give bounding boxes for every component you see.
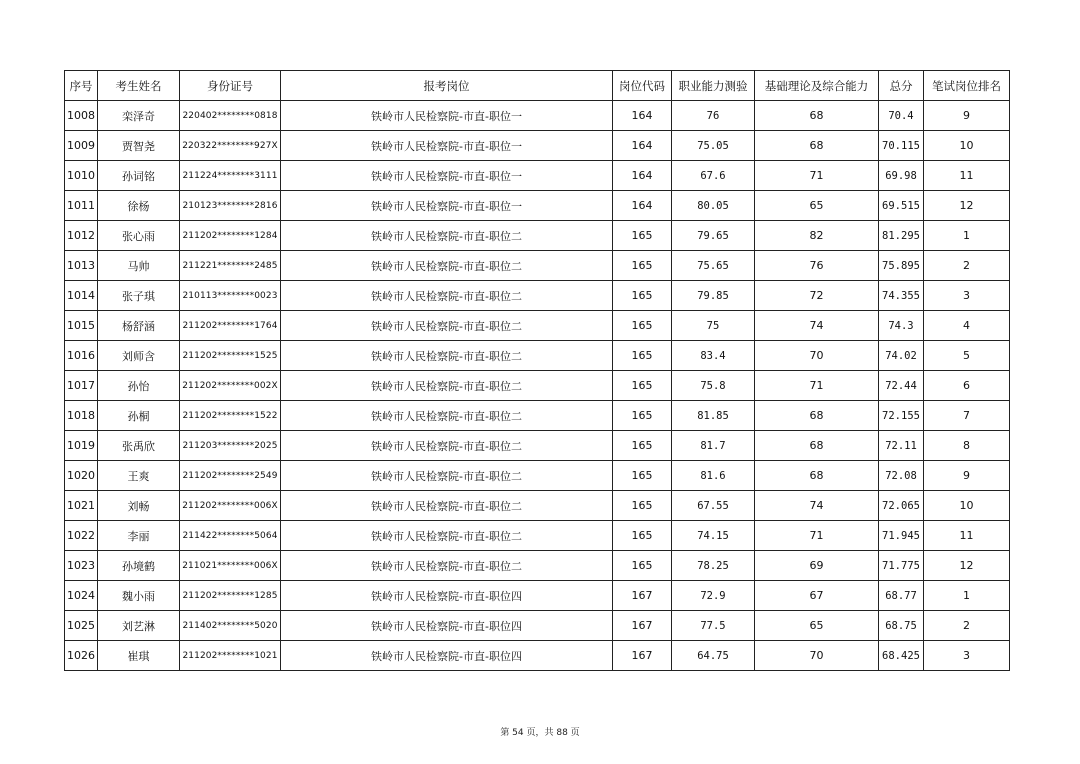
cell-name: 张子琪 xyxy=(98,281,180,311)
cell-test: 67.6 xyxy=(672,161,755,191)
cell-post: 铁岭市人民检察院-市直-职位二 xyxy=(281,371,613,401)
cell-code: 167 xyxy=(613,641,672,671)
cell-rank: 11 xyxy=(924,521,1010,551)
cell-post: 铁岭市人民检察院-市直-职位二 xyxy=(281,281,613,311)
cell-seq: 1016 xyxy=(65,341,98,371)
cell-name: 李丽 xyxy=(98,521,180,551)
cell-name: 刘师含 xyxy=(98,341,180,371)
cell-code: 165 xyxy=(613,401,672,431)
cell-seq: 1011 xyxy=(65,191,98,221)
table-header-row xyxy=(65,71,1010,101)
cell-total: 71.945 xyxy=(879,521,924,551)
cell-name: 刘畅 xyxy=(98,491,180,521)
cell-test: 75.8 xyxy=(672,371,755,401)
table-row xyxy=(65,311,1010,341)
cell-id: 211221********2485 xyxy=(180,251,281,281)
cell-rank: 8 xyxy=(924,431,1010,461)
cell-rank: 10 xyxy=(924,491,1010,521)
cell-total: 69.515 xyxy=(879,191,924,221)
cell-name: 徐杨 xyxy=(98,191,180,221)
cell-code: 165 xyxy=(613,371,672,401)
table-row xyxy=(65,281,1010,311)
cell-seq: 1009 xyxy=(65,131,98,161)
cell-rank: 11 xyxy=(924,161,1010,191)
page-footer: 第 54 页，共 88 页 xyxy=(500,728,580,738)
cell-basic: 71 xyxy=(755,371,879,401)
cell-seq: 1015 xyxy=(65,311,98,341)
cell-total: 71.775 xyxy=(879,551,924,581)
cell-code: 165 xyxy=(613,551,672,581)
cell-seq: 1025 xyxy=(65,611,98,641)
cell-post: 铁岭市人民检察院-市直-职位四 xyxy=(281,581,613,611)
cell-basic: 67 xyxy=(755,581,879,611)
cell-code: 167 xyxy=(613,611,672,641)
cell-basic: 74 xyxy=(755,491,879,521)
cell-post: 铁岭市人民检察院-市直-职位二 xyxy=(281,491,613,521)
cell-test: 76 xyxy=(672,101,755,131)
cell-post: 铁岭市人民检察院-市直-职位一 xyxy=(281,161,613,191)
table-row xyxy=(65,431,1010,461)
cell-post: 铁岭市人民检察院-市直-职位二 xyxy=(281,551,613,581)
cell-post: 铁岭市人民检察院-市直-职位二 xyxy=(281,431,613,461)
cell-code: 165 xyxy=(613,431,672,461)
cell-test: 64.75 xyxy=(672,641,755,671)
cell-basic: 68 xyxy=(755,431,879,461)
cell-basic: 76 xyxy=(755,251,879,281)
table-row xyxy=(65,161,1010,191)
cell-rank: 2 xyxy=(924,251,1010,281)
cell-total: 68.75 xyxy=(879,611,924,641)
cell-code: 164 xyxy=(613,161,672,191)
cell-basic: 71 xyxy=(755,521,879,551)
cell-code: 165 xyxy=(613,281,672,311)
cell-name: 马帅 xyxy=(98,251,180,281)
cell-seq: 1008 xyxy=(65,101,98,131)
cell-basic: 74 xyxy=(755,311,879,341)
cell-id: 220402********0818 xyxy=(180,101,281,131)
cell-seq: 1026 xyxy=(65,641,98,671)
cell-rank: 10 xyxy=(924,131,1010,161)
cell-basic: 65 xyxy=(755,191,879,221)
cell-rank: 12 xyxy=(924,191,1010,221)
cell-code: 167 xyxy=(613,581,672,611)
cell-code: 164 xyxy=(613,131,672,161)
cell-test: 80.05 xyxy=(672,191,755,221)
cell-test: 75 xyxy=(672,311,755,341)
header-post: 报考岗位 xyxy=(281,71,613,101)
cell-id: 211203********2025 xyxy=(180,431,281,461)
table-row xyxy=(65,611,1010,641)
cell-basic: 70 xyxy=(755,341,879,371)
cell-test: 79.65 xyxy=(672,221,755,251)
cell-basic: 82 xyxy=(755,221,879,251)
cell-post: 铁岭市人民检察院-市直-职位二 xyxy=(281,311,613,341)
cell-seq: 1017 xyxy=(65,371,98,401)
cell-id: 211402********5020 xyxy=(180,611,281,641)
cell-post: 铁岭市人民检察院-市直-职位二 xyxy=(281,461,613,491)
cell-test: 79.85 xyxy=(672,281,755,311)
cell-rank: 2 xyxy=(924,611,1010,641)
header-id: 身份证号 xyxy=(180,71,281,101)
cell-name: 孙词铭 xyxy=(98,161,180,191)
cell-seq: 1013 xyxy=(65,251,98,281)
cell-name: 孙桐 xyxy=(98,401,180,431)
cell-rank: 12 xyxy=(924,551,1010,581)
table-row xyxy=(65,221,1010,251)
cell-code: 165 xyxy=(613,341,672,371)
table-row xyxy=(65,251,1010,281)
table-row xyxy=(65,491,1010,521)
cell-post: 铁岭市人民检察院-市直-职位四 xyxy=(281,611,613,641)
table-row xyxy=(65,401,1010,431)
cell-id: 211202********1021 xyxy=(180,641,281,671)
header-test: 职业能力测验 xyxy=(672,71,755,101)
cell-seq: 1014 xyxy=(65,281,98,311)
cell-total: 68.425 xyxy=(879,641,924,671)
cell-id: 211202********1285 xyxy=(180,581,281,611)
table-row xyxy=(65,521,1010,551)
cell-test: 83.4 xyxy=(672,341,755,371)
cell-post: 铁岭市人民检察院-市直-职位一 xyxy=(281,101,613,131)
table-row xyxy=(65,341,1010,371)
cell-total: 72.08 xyxy=(879,461,924,491)
cell-total: 81.295 xyxy=(879,221,924,251)
cell-seq: 1022 xyxy=(65,521,98,551)
table-row xyxy=(65,131,1010,161)
cell-post: 铁岭市人民检察院-市直-职位一 xyxy=(281,191,613,221)
cell-code: 165 xyxy=(613,521,672,551)
cell-post: 铁岭市人民检察院-市直-职位二 xyxy=(281,521,613,551)
cell-basic: 68 xyxy=(755,131,879,161)
cell-test: 67.55 xyxy=(672,491,755,521)
cell-post: 铁岭市人民检察院-市直-职位二 xyxy=(281,401,613,431)
cell-total: 70.4 xyxy=(879,101,924,131)
cell-seq: 1021 xyxy=(65,491,98,521)
cell-rank: 1 xyxy=(924,581,1010,611)
cell-post: 铁岭市人民检察院-市直-职位二 xyxy=(281,341,613,371)
cell-rank: 9 xyxy=(924,461,1010,491)
cell-rank: 3 xyxy=(924,641,1010,671)
cell-rank: 4 xyxy=(924,311,1010,341)
cell-total: 72.065 xyxy=(879,491,924,521)
cell-test: 81.85 xyxy=(672,401,755,431)
cell-code: 164 xyxy=(613,101,672,131)
cell-post: 铁岭市人民检察院-市直-职位四 xyxy=(281,641,613,671)
header-basic: 基础理论及综合能力 xyxy=(755,71,879,101)
cell-basic: 70 xyxy=(755,641,879,671)
score-table xyxy=(64,70,1010,671)
cell-basic: 68 xyxy=(755,101,879,131)
cell-id: 210123********2816 xyxy=(180,191,281,221)
header-total: 总分 xyxy=(879,71,924,101)
cell-name: 张禹欣 xyxy=(98,431,180,461)
cell-post: 铁岭市人民检察院-市直-职位二 xyxy=(281,221,613,251)
cell-id: 211202********006X xyxy=(180,491,281,521)
cell-id: 211224********3111 xyxy=(180,161,281,191)
cell-test: 81.7 xyxy=(672,431,755,461)
cell-name: 孙境鹤 xyxy=(98,551,180,581)
cell-rank: 9 xyxy=(924,101,1010,131)
cell-post: 铁岭市人民检察院-市直-职位一 xyxy=(281,131,613,161)
cell-seq: 1018 xyxy=(65,401,98,431)
cell-name: 贾智尧 xyxy=(98,131,180,161)
cell-basic: 68 xyxy=(755,461,879,491)
cell-seq: 1012 xyxy=(65,221,98,251)
cell-name: 栾泽奇 xyxy=(98,101,180,131)
cell-basic: 68 xyxy=(755,401,879,431)
cell-id: 211202********002X xyxy=(180,371,281,401)
cell-basic: 72 xyxy=(755,281,879,311)
cell-test: 75.65 xyxy=(672,251,755,281)
cell-seq: 1010 xyxy=(65,161,98,191)
cell-total: 69.98 xyxy=(879,161,924,191)
cell-total: 75.895 xyxy=(879,251,924,281)
cell-test: 78.25 xyxy=(672,551,755,581)
cell-name: 王爽 xyxy=(98,461,180,491)
cell-name: 杨舒涵 xyxy=(98,311,180,341)
table-row xyxy=(65,371,1010,401)
cell-rank: 1 xyxy=(924,221,1010,251)
table-row xyxy=(65,641,1010,671)
cell-total: 74.02 xyxy=(879,341,924,371)
cell-seq: 1020 xyxy=(65,461,98,491)
cell-test: 72.9 xyxy=(672,581,755,611)
cell-rank: 7 xyxy=(924,401,1010,431)
cell-rank: 5 xyxy=(924,341,1010,371)
cell-test: 75.05 xyxy=(672,131,755,161)
table-row xyxy=(65,461,1010,491)
cell-post: 铁岭市人民检察院-市直-职位二 xyxy=(281,251,613,281)
table-body xyxy=(65,101,1010,671)
cell-seq: 1024 xyxy=(65,581,98,611)
cell-total: 72.44 xyxy=(879,371,924,401)
header-name: 考生姓名 xyxy=(98,71,180,101)
cell-name: 张心雨 xyxy=(98,221,180,251)
cell-id: 220322********927X xyxy=(180,131,281,161)
cell-id: 211202********2549 xyxy=(180,461,281,491)
header-code: 岗位代码 xyxy=(613,71,672,101)
cell-code: 164 xyxy=(613,191,672,221)
cell-id: 211202********1764 xyxy=(180,311,281,341)
table-row xyxy=(65,581,1010,611)
cell-name: 魏小雨 xyxy=(98,581,180,611)
cell-basic: 65 xyxy=(755,611,879,641)
cell-code: 165 xyxy=(613,221,672,251)
cell-code: 165 xyxy=(613,461,672,491)
table-row xyxy=(65,191,1010,221)
cell-code: 165 xyxy=(613,491,672,521)
cell-total: 74.3 xyxy=(879,311,924,341)
cell-id: 211202********1525 xyxy=(180,341,281,371)
cell-total: 68.77 xyxy=(879,581,924,611)
cell-name: 孙怡 xyxy=(98,371,180,401)
cell-basic: 69 xyxy=(755,551,879,581)
cell-id: 210113********0023 xyxy=(180,281,281,311)
cell-id: 211021********006X xyxy=(180,551,281,581)
header-seq: 序号 xyxy=(65,71,98,101)
cell-code: 165 xyxy=(613,311,672,341)
cell-total: 70.115 xyxy=(879,131,924,161)
cell-seq: 1023 xyxy=(65,551,98,581)
cell-id: 211422********5064 xyxy=(180,521,281,551)
cell-name: 刘艺淋 xyxy=(98,611,180,641)
cell-test: 74.15 xyxy=(672,521,755,551)
cell-id: 211202********1522 xyxy=(180,401,281,431)
cell-name: 崔琪 xyxy=(98,641,180,671)
table-row xyxy=(65,551,1010,581)
table-row xyxy=(65,101,1010,131)
cell-total: 72.11 xyxy=(879,431,924,461)
cell-rank: 6 xyxy=(924,371,1010,401)
cell-rank: 3 xyxy=(924,281,1010,311)
cell-total: 74.355 xyxy=(879,281,924,311)
cell-test: 77.5 xyxy=(672,611,755,641)
cell-seq: 1019 xyxy=(65,431,98,461)
cell-id: 211202********1284 xyxy=(180,221,281,251)
cell-code: 165 xyxy=(613,251,672,281)
cell-total: 72.155 xyxy=(879,401,924,431)
cell-basic: 71 xyxy=(755,161,879,191)
header-rank: 笔试岗位排名 xyxy=(924,71,1010,101)
cell-test: 81.6 xyxy=(672,461,755,491)
